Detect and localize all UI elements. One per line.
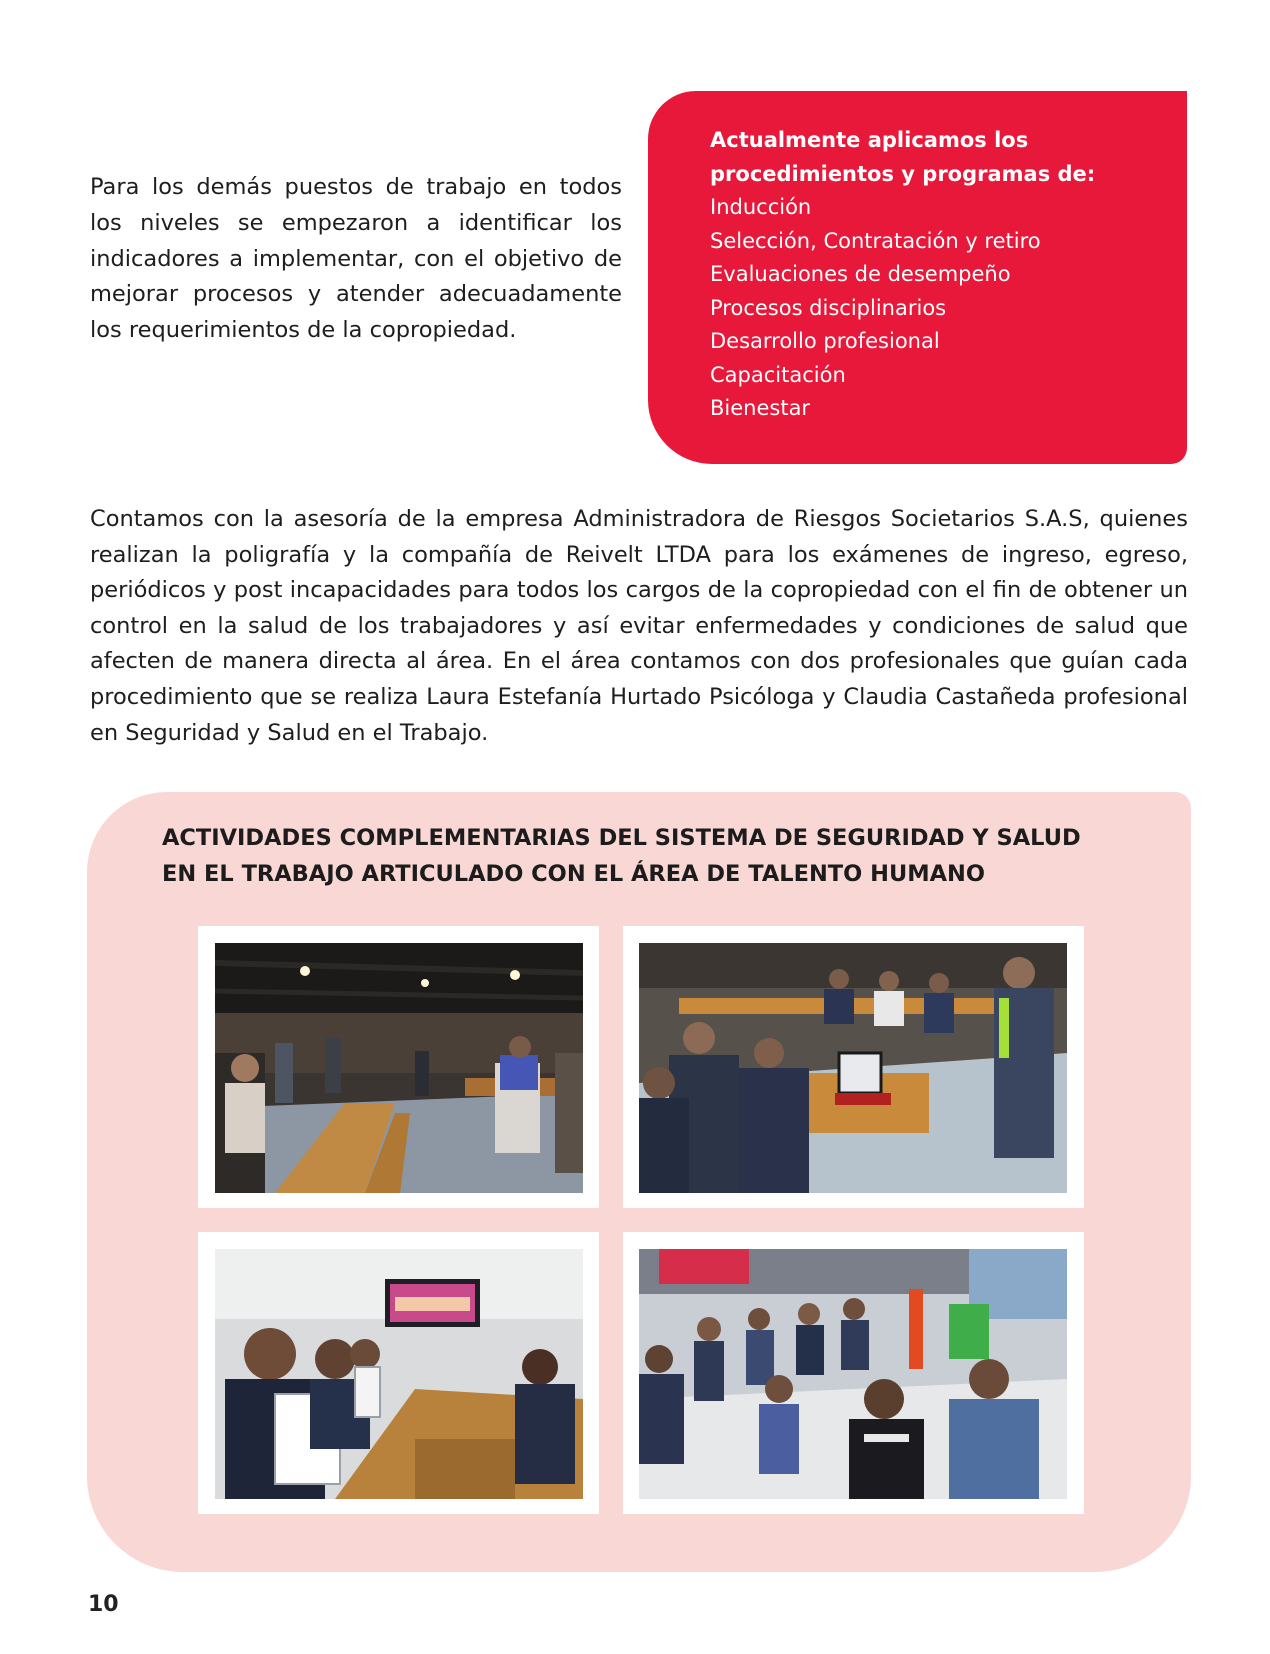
procedure-item: Evaluaciones de desempeño xyxy=(710,262,1011,286)
procedure-item: Selección, Contratación y retiro xyxy=(710,228,1041,253)
page-number: 10 xyxy=(88,1592,119,1617)
intro-paragraph: Para los demás puestos de trabajo en todos los niveles se empezaron a identificar los indicadores a implementar, con el objetivo de mejorar procesos y atender adecuadamente los requerimientos de la copropiedad. xyxy=(90,174,622,344)
procedure-item: Capacitación xyxy=(710,362,846,387)
photo-frame xyxy=(623,926,1084,1208)
training-meeting-photo xyxy=(639,943,1067,1193)
procedures-highlight-box xyxy=(648,91,1187,464)
activities-title-line2: EN EL TRABAJO ARTICULADO CON EL ÁREA DE TALENTO HUMANO xyxy=(162,861,985,887)
emergency-drill-photo xyxy=(639,1249,1067,1499)
photo-frame xyxy=(623,1232,1084,1514)
advisory-paragraph: Contamos con la asesoría de la empresa Administradora de Riesgos Societarios S.A.S, quienes realizan la poligrafía y la compañía de Reivelt LTDA para los exámenes de ingreso, egreso, periódicos y post incapacidades para todos los cargos de la copropiedad con el fin de obtener un control en la salud de los trabajadores y así evitar enfermedades y condiciones de salud que afecten de manera directa al área. En el área contamos con dos profesionales que guían cada procedimiento que se realiza Laura Estefanía Hurtado Psicóloga y Claudia Castañeda profesional en Seguridad y Salud en el Trabajo. xyxy=(90,506,1188,746)
photo-frame xyxy=(198,1232,599,1514)
procedure-item: Bienestar xyxy=(710,396,811,420)
workers-with-notebooks-photo xyxy=(215,1249,583,1499)
procedure-item: Procesos disciplinarios xyxy=(710,295,947,320)
procedures-list xyxy=(710,191,1167,426)
activities-title-line1: ACTIVIDADES COMPLEMENTARIAS DEL SISTEMA DE SEGURIDAD Y SALUD xyxy=(162,825,1081,851)
photo-frame xyxy=(198,926,599,1208)
procedure-item: Desarrollo profesional xyxy=(710,329,940,353)
group-stretching-photo xyxy=(215,943,583,1193)
procedure-item: Inducción xyxy=(710,195,812,219)
activities-title xyxy=(162,820,1122,892)
procedures-heading: Actualmente aplicamos los procedimientos y programas de: xyxy=(710,128,1096,186)
